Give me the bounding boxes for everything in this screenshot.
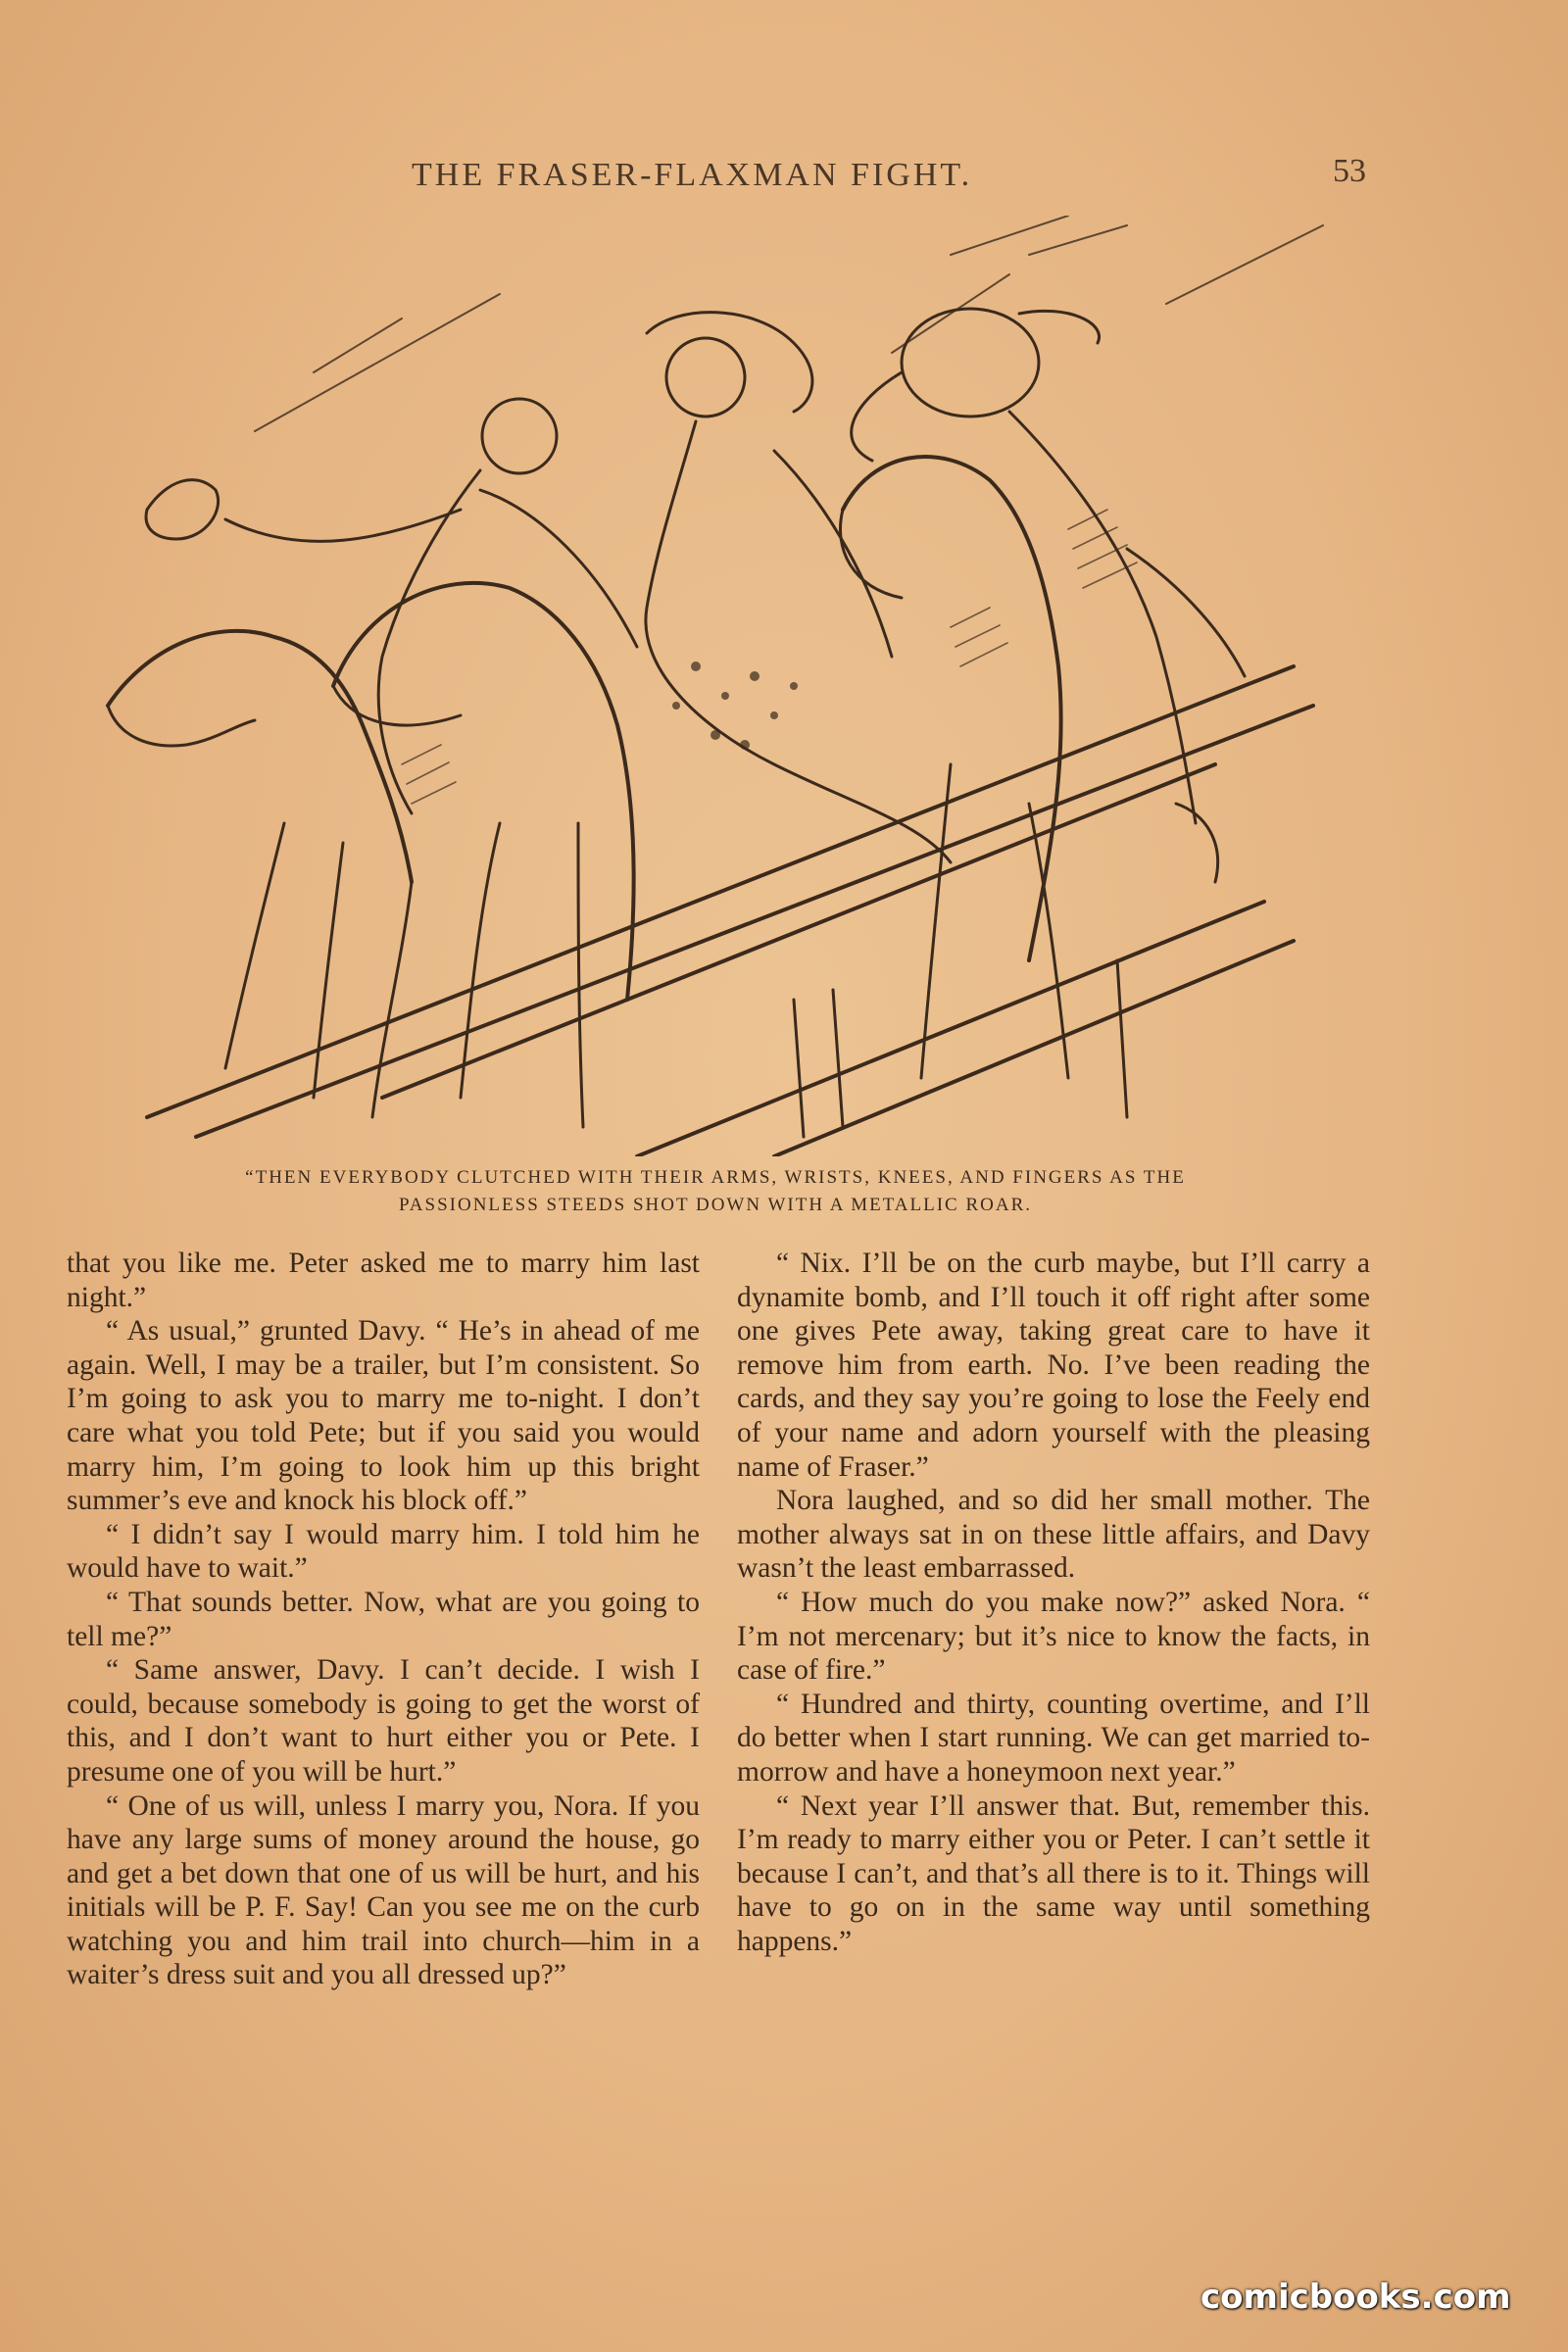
paragraph: “ Same answer, Davy. I can’t decide. I wish I could, because somebody is going to get the worst of this, and I don’t want to hurt either you or Pete. I presume one of you will be hurt.” — [67, 1654, 700, 1788]
running-title: THE FRASER-FLAXMAN FIGHT. — [412, 157, 973, 193]
paragraph: “ That sounds better. Now, what are you going to tell me?” — [67, 1586, 700, 1652]
paragraph: “ Hundred and thirty, counting overtime, and I’ll do better when I start running. We can get married to-morrow and have a honeymoon next year.” — [737, 1688, 1370, 1788]
caption-line-2: PASSIONLESS STEEDS SHOT DOWN WITH A METALLIC ROAR. — [398, 1195, 1032, 1215]
illustration-caption — [108, 1164, 1323, 1219]
racing-horses-illustration — [88, 216, 1333, 1156]
paragraph: Nora laughed, and so did her small mother. The mother always sat in on these little affairs, and Davy wasn’t the least embarrassed. — [737, 1485, 1370, 1585]
page-number: 53 — [1333, 153, 1366, 189]
running-head — [0, 153, 1568, 206]
paragraph: that you like me. Peter asked me to marry him last night.” — [67, 1248, 700, 1313]
site-watermark: comicbooks.com — [1200, 2278, 1511, 2317]
paragraph: “ I didn’t say I would marry him. I told him he would have to wait.” — [67, 1518, 700, 1585]
paragraph: “ Nix. I’ll be on the curb maybe, but I’ll carry a dynamite bomb, and I’ll touch it off right after some one gives Pete away, taking great care to have it remove him from earth. No. I’ve been reading the cards, and they say you’re going to lose the Feely end of your name and adorn yourself with the pleasing name of Fraser.” — [737, 1248, 1370, 1483]
paragraph: “ One of us will, unless I marry you, Nora. If you have any large sums of money around the house, go and get a bet down that one of us will be hurt, and his initials will be P. F. Say! Can you see me on the curb watching you and him trail into church—him in a waiter’s dress suit and you all dressed up?” — [67, 1789, 700, 1991]
right-column — [737, 1247, 1370, 1958]
paragraph: “ How much do you make now?” asked Nora. “ I’m not mercenary; but it’s nice to know the facts, in case of fire.” — [737, 1586, 1370, 1687]
paragraph: “ Next year I’ll answer that. But, remember this. I’m ready to marry either you or Peter. I can’t settle it because I can’t, and that’s all there is to it. Things will have to go on in the same way until something happens.” — [737, 1789, 1370, 1957]
paragraph: “ As usual,” grunted Davy. “ He’s in ahead of me again. Well, I may be a trailer, but I’m consistent. So I’m going to ask you to marry me to-night. I don’t care what you told Pete; but if you said you would marry him, I’m going to look him up this bright summer’s eve and knock his block off.” — [67, 1315, 700, 1517]
caption-line-1: “THEN EVERYBODY CLUTCHED WITH THEIR ARMS, WRISTS, KNEES, AND FINGERS AS THE — [245, 1167, 1186, 1188]
left-column — [67, 1247, 700, 1992]
